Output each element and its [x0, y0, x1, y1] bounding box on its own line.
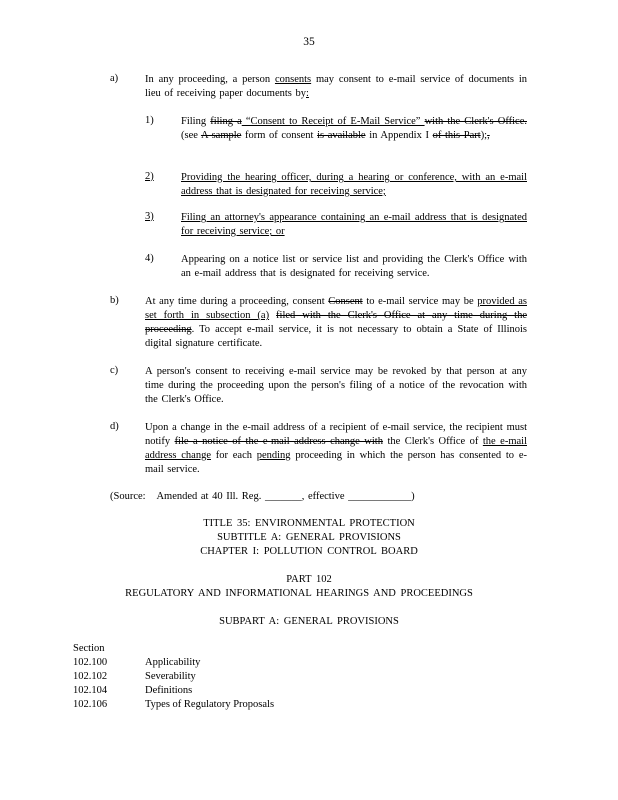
- paragraph-d-label: d): [110, 421, 119, 432]
- subtitle-heading: SUBTITLE A: GENERAL PROVISIONS: [217, 532, 401, 543]
- toc-section-number: 102.102: [73, 671, 108, 682]
- source-note: (Source: Amended at 40 Ill. Reg. _______, effective ____________): [110, 491, 415, 502]
- title-heading: TITLE 35: ENVIRONMENTAL PROTECTION: [203, 518, 415, 529]
- paragraph-a: In any proceeding, a person consents may consent to e-mail service of documents in lieu of receiving paper documents by:: [145, 74, 527, 99]
- toc-section-title: Types of Regulatory Proposals: [145, 699, 275, 710]
- toc-section-title: Definitions: [145, 685, 193, 696]
- toc-section-number: 102.104: [73, 685, 108, 696]
- toc-header: Section: [73, 643, 105, 654]
- paragraph-a-label: a): [110, 73, 119, 84]
- subpart-heading: SUBPART A: GENERAL PROVISIONS: [219, 616, 399, 627]
- paragraph-c-label: c): [110, 365, 119, 376]
- paragraph-b-label: b): [110, 295, 119, 306]
- toc-section-number: 102.100: [73, 657, 108, 668]
- part-heading: PART 102: [286, 574, 332, 585]
- paragraph-d: Upon a change in the e-mail address of a recipient of e-mail service, the recipient must notify file a notice of the e-mail address change with the Clerk's Office of the e-mail address change for each pending proceeding in which the person has consented to e-mail service.: [145, 422, 527, 475]
- paragraph-b: At any time during a proceeding, consent Consent to e-mail service may be provided as set forth in subsection (a) filed with the Clerk's Office at any time during the proceeding. To accept e-mail service, it is not necessary to obtain a State of Illinois digital signature certificate.: [145, 296, 528, 349]
- part-title-heading: REGULATORY AND INFORMATIONAL HEARINGS AND PROCEEDINGS: [125, 588, 473, 599]
- paragraph-c: A person's consent to receiving e-mail service may be revoked by that person at any time during the proceeding upon the person's filing of a notice of the revocation with the Clerk's Office.: [145, 366, 527, 405]
- item-2: Providing the hearing officer, during a hearing or conference, with an e-mail address that is designated for receiving service;: [181, 172, 527, 197]
- item-4-label: 4): [145, 253, 154, 264]
- item-1: Filing filing a “Consent to Receipt of E-Mail Service” with the Clerk's Office. (see A sample form of consent is available in Appendix I of this Part);,: [181, 116, 527, 141]
- toc-section-title: Applicability: [145, 657, 201, 668]
- item-3: Filing an attorney's appearance containing an e-mail address that is designated for receiving service; or: [181, 212, 527, 237]
- item-4: Appearing on a notice list or service list and providing the Clerk's Office with an e-mail address that is designated for receiving service.: [181, 254, 527, 279]
- toc-section-number: 102.106: [73, 699, 108, 710]
- item-3-label: 3): [145, 211, 154, 222]
- item-1-label: 1): [145, 115, 154, 126]
- chapter-heading: CHAPTER I: POLLUTION CONTROL BOARD: [200, 546, 418, 557]
- item-2-label: 2): [145, 171, 154, 182]
- page-number: 35: [303, 36, 315, 48]
- toc-section-title: Severability: [145, 671, 196, 682]
